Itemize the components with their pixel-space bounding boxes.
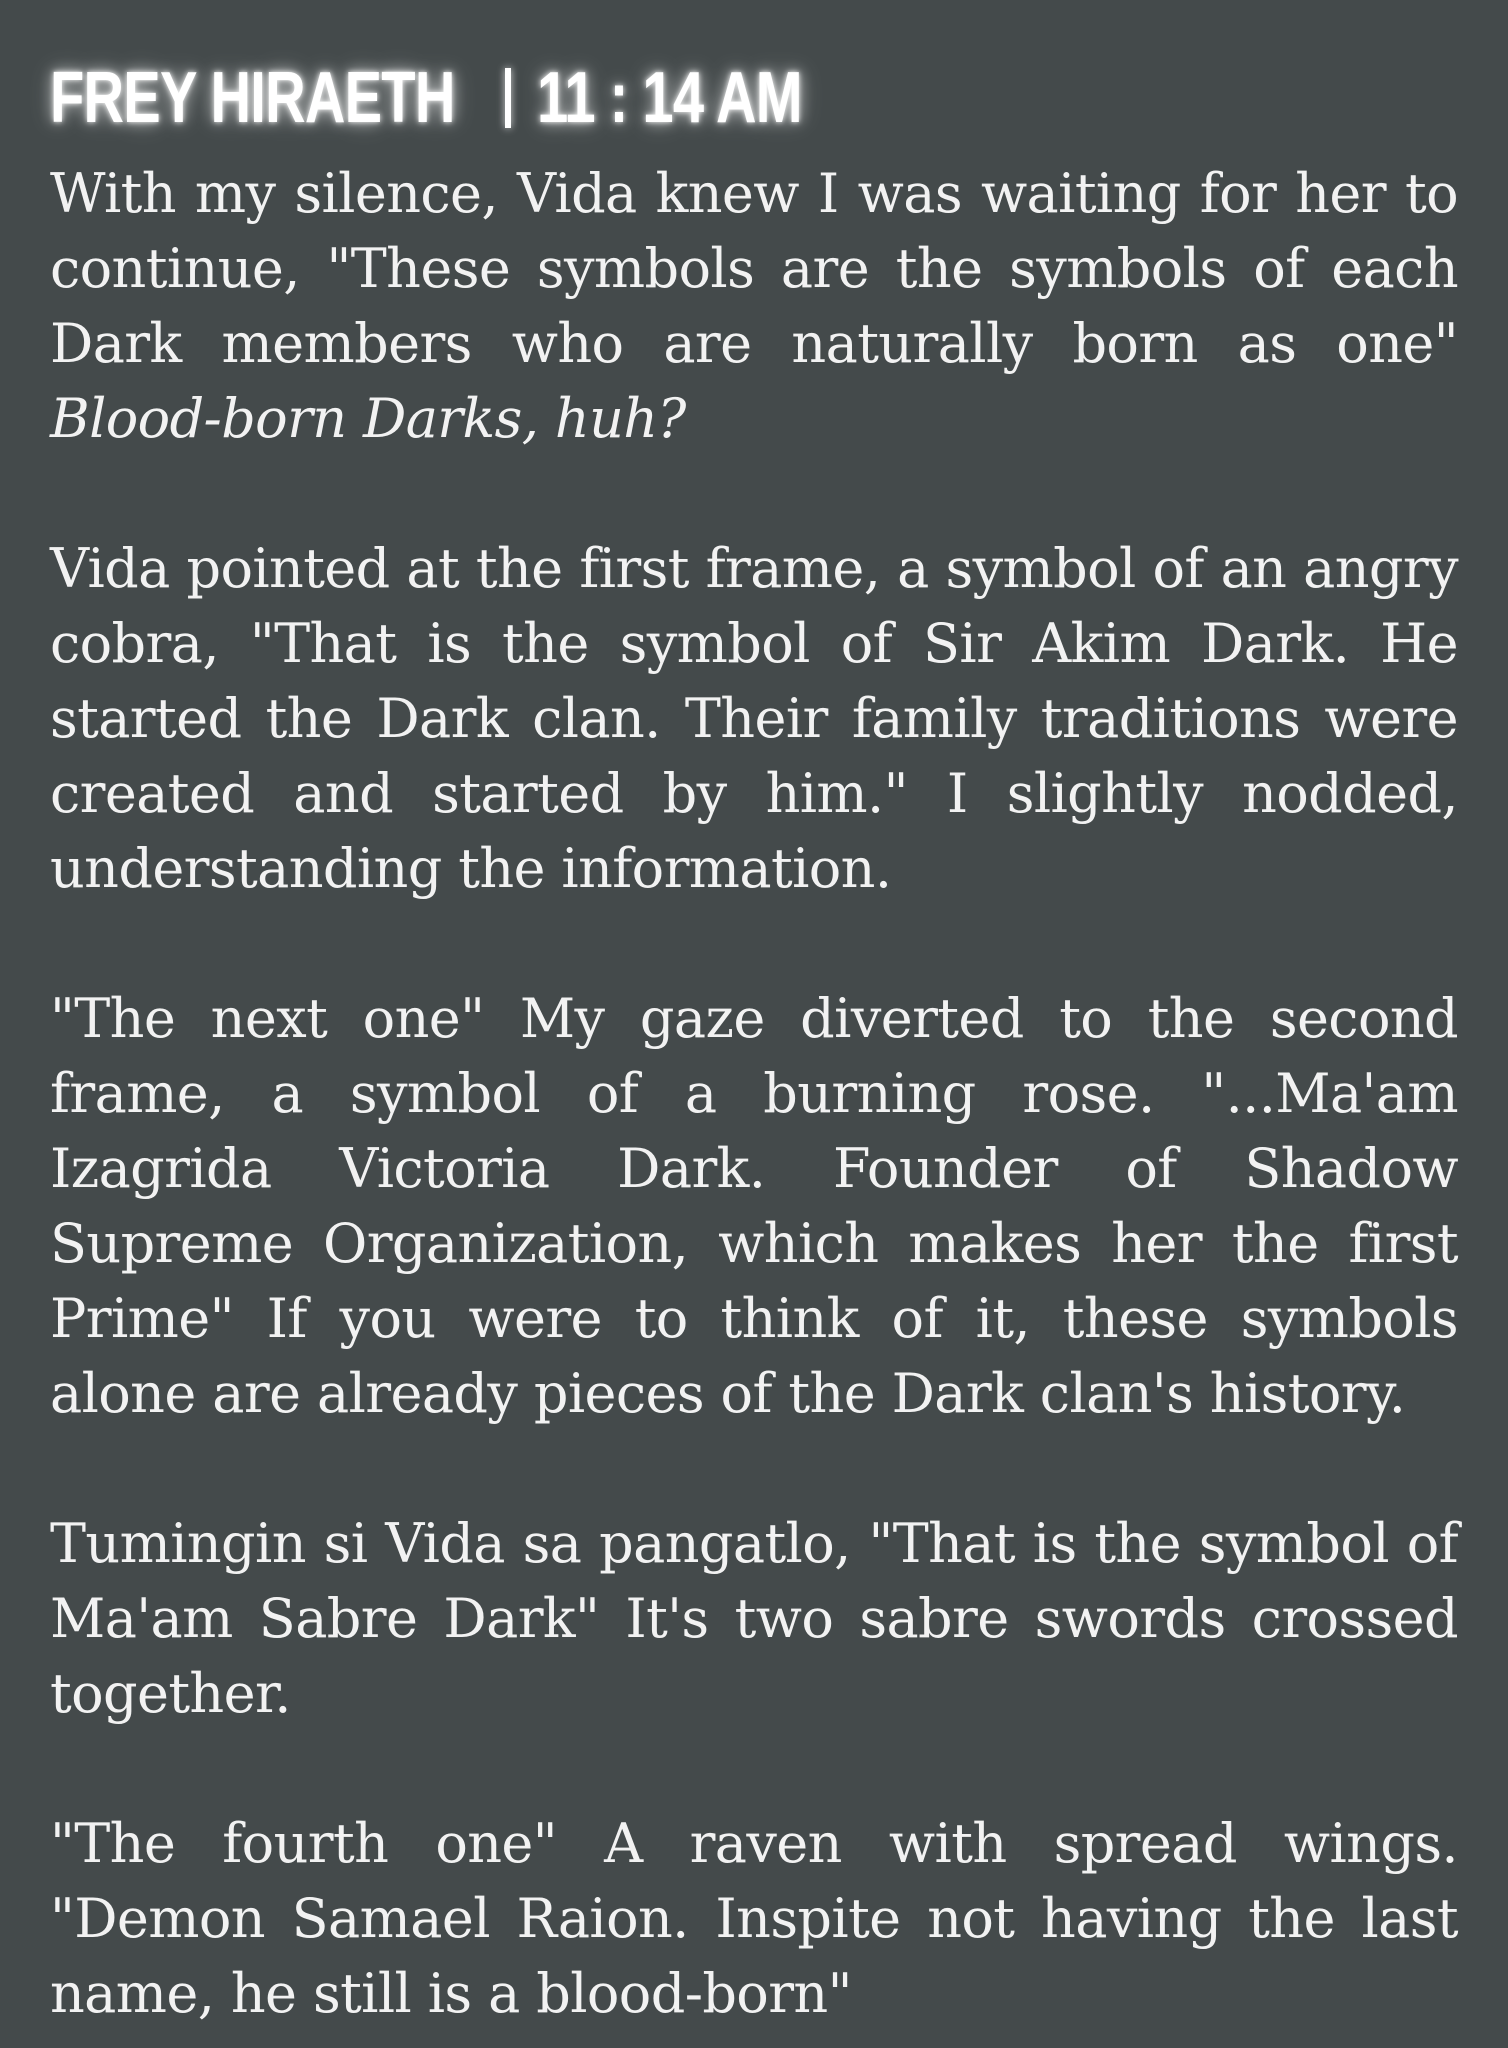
paragraph-1-text: With my silence, Vida knew I was waiting for her to continue, "These symbols are the symbols of each Dark members who are naturally born as one" (50, 162, 1458, 375)
paragraph-2: Vida pointed at the first frame, a symbol of an angry cobra, "That is the symbol of Sir Akim Dark. He started the Dark clan. Their family traditions were created and started by him." I slightly nodded, understanding the information. (50, 537, 1458, 900)
paragraph-1-thought: Blood-born Darks, huh? (50, 387, 686, 450)
paragraph-3: "The next one" My gaze diverted to the second frame, a symbol of a burning rose. "...Ma'am Izagrida Victoria Dark. Founder of Shadow Supreme Organization, which makes her the first Prime" If you were to think of it, these symbols alone are already pieces of the Dark clan's history. (50, 987, 1458, 1425)
paragraph-5: "The fourth one" A raven with spread wings. "Demon Samael Raion. Inspite not having the last name, he still is a blood-born" (50, 1812, 1458, 2025)
paragraph-4: Tumingin si Vida sa pangatlo, "That is the symbol of Ma'am Sabre Dark" It's two sabre swords crossed together. (50, 1512, 1458, 1725)
narrator-name: FREY HIRAETH (50, 58, 455, 138)
paragraph-1 (50, 156, 1458, 456)
timestamp: 11 : 14 AM (536, 58, 802, 138)
header-divider (505, 68, 511, 128)
story-page (50, 52, 1458, 2031)
chapter-header (50, 52, 1458, 144)
